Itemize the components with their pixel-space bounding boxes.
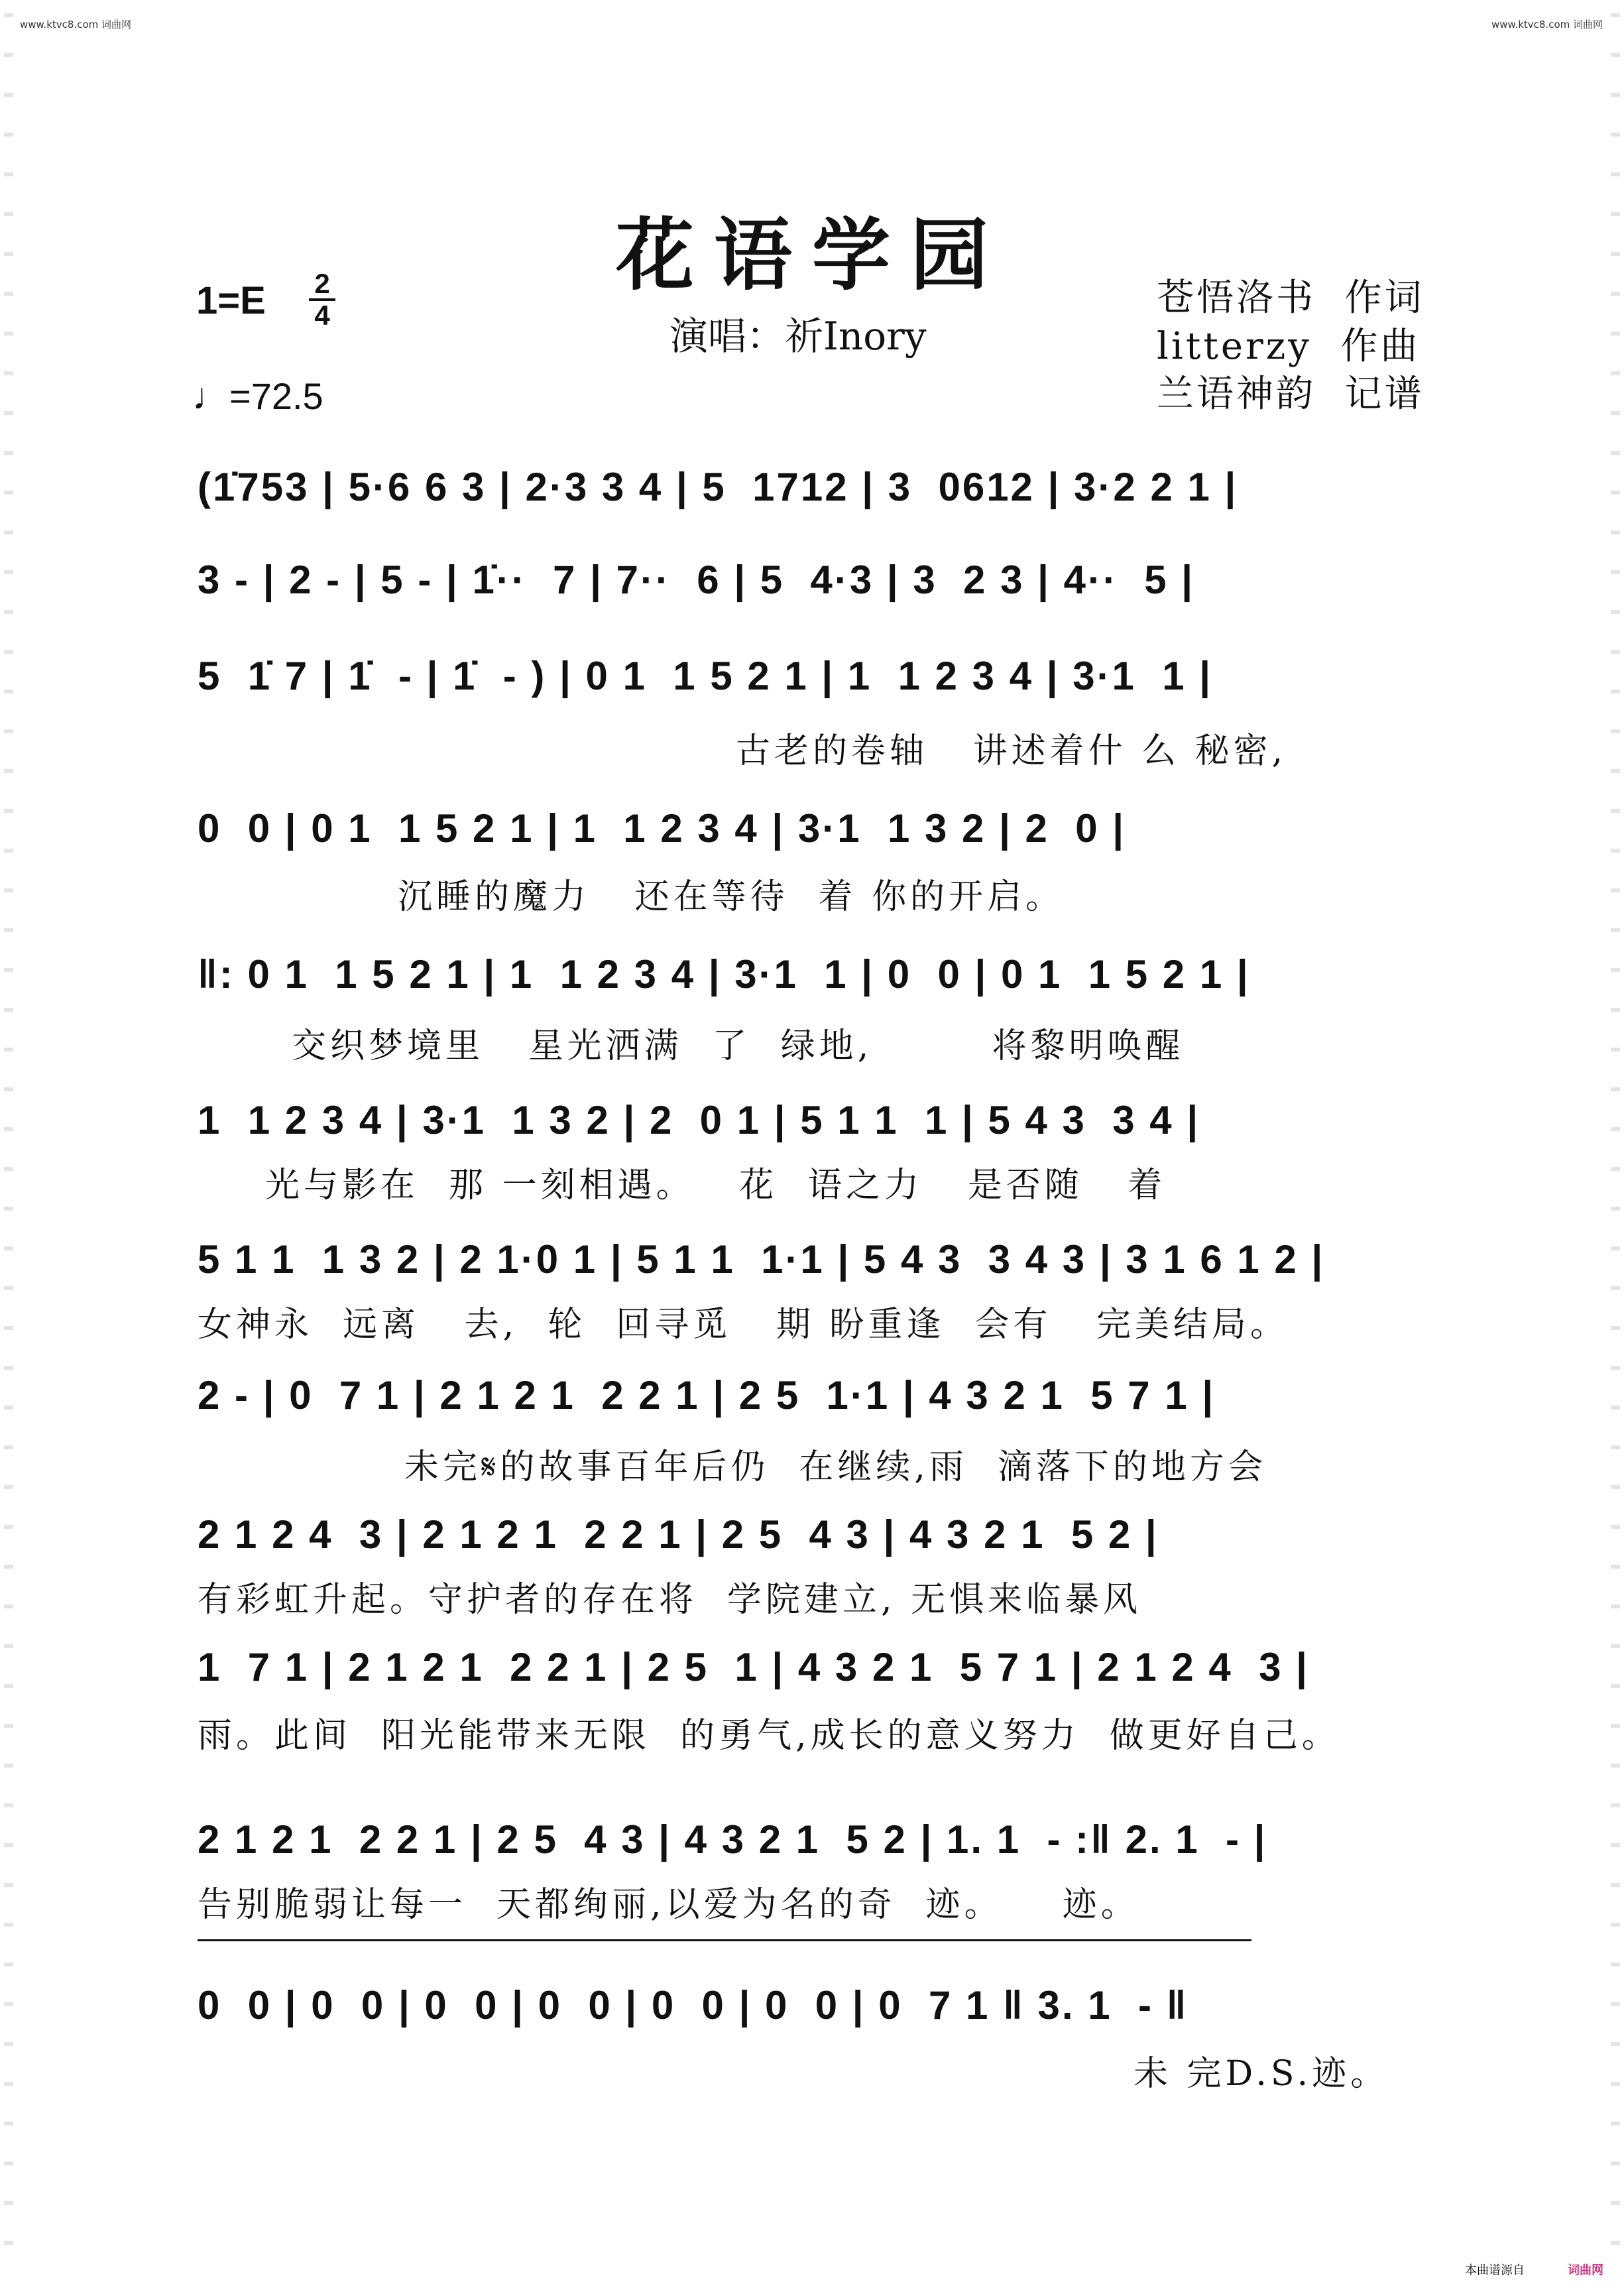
score-line: 0 0 | 0 0 | 0 0 | 0 0 | 0 0 | 0 0 | 0 7 1 ‖ 3. 1 - ‖ [198, 1983, 1189, 2027]
time-signature-top: 2 [314, 268, 330, 299]
lyric-line: 告别脆弱让每一 天都绚丽,以爱为名的奇 迹。 迹。 [198, 1885, 1139, 1925]
footer-site-logo: 词曲网 [1568, 2264, 1603, 2277]
score-line: 1 7 1 | 2 1 2 1 2 2 1 | 2 5 1 | 4 3 2 1 5 7 1 | 2 1 2 4 3 | [198, 1645, 1309, 1689]
score-line: 3 - | 2 - | 5 - | 1̇·· 7 | 7·· 6 | 5 4·3 | 3 2 3 | 4·· 5 | [198, 558, 1195, 602]
score-line: 1 1 2 3 4 | 3·1 1 3 2 | 2 0 1 | 5 1 1 1 | 5 4 3 3 4 | [198, 1098, 1200, 1142]
score-line: 2 1 2 1 2 2 1 | 2 5 4 3 | 4 3 2 1 5 2 | 1. 1 - :‖ 2. 1 - | [198, 1817, 1267, 1862]
footer-source-note: 本曲谱源自 [1465, 2264, 1525, 2277]
score-line: 5 1̇ 7 | 1̇ - | 1̇ - ) | 0 1 1 5 2 1 | 1 1 2 3 4 | 3·1 1 | [198, 654, 1213, 698]
time-signature [309, 268, 335, 331]
lyric-line: 有彩虹升起。守护者的存在将 学院建立, 无惧来临暴风 [198, 1580, 1142, 1620]
composer-credit: litterzy 作曲 [1157, 325, 1421, 368]
score-line: 0 0 | 0 1 1 5 2 1 | 1 1 2 3 4 | 3·1 1 3 2 | 2 0 | [198, 806, 1126, 851]
lyric-line: 未 完D.S.迹。 [1133, 2054, 1389, 2094]
singer-credit: 演唱：祈Inory [669, 314, 927, 359]
score-line: 2 - | 0 7 1 | 2 1 2 1 2 2 1 | 2 5 1·1 | 4 3 2 1 5 7 1 | [198, 1373, 1216, 1418]
right-watermark-strip [1611, 13, 1620, 2267]
lyric-line: 女神永 远离 去, 轮 回寻觅 期 盼重逢 会有 完美结局。 [198, 1305, 1289, 1345]
system-bracket-line [198, 1939, 1251, 1941]
lyric-line: 未完𝄋的故事百年后仍 在继续,雨 滴落下的地方会 [404, 1447, 1267, 1487]
score-line: (1̇753 | 5·6 6 3 | 2·3 3 4 | 5 1712 | 3 0612 | 3·2 2 1 | [198, 465, 1238, 509]
score-line: 2 1 2 4 3 | 2 1 2 1 2 2 1 | 2 5 4 3 | 4 3 2 1 5 2 | [198, 1512, 1159, 1557]
tempo-marking: ♩=72.5 [192, 375, 323, 417]
song-title: 花语学园 [615, 209, 1008, 301]
left-watermark-strip [4, 13, 13, 2267]
site-header-right: www.ktvc8.com 词曲网 [1491, 19, 1603, 30]
score-line: ‖: 0 1 1 5 2 1 | 1 1 2 3 4 | 3·1 1 | 0 0 | 0 1 1 5 2 1 | [198, 952, 1250, 996]
lyric-line: 沉睡的魔力 还在等待 着 你的开启。 [398, 877, 1065, 917]
key-signature: 1=E [196, 279, 266, 322]
site-header-left: www.ktvc8.com 词曲网 [20, 19, 132, 30]
time-signature-bottom: 4 [314, 300, 330, 331]
lyric-line: 古老的卷轴 讲述着什 么 秘密, [736, 731, 1287, 771]
lyric-line: 交织梦境里 星光洒满 了 绿地, 将黎明唤醒 [292, 1026, 1185, 1066]
score-line: 5 1 1 1 3 2 | 2 1·0 1 | 5 1 1 1·1 | 5 4 3 3 4 3 | 3 1 6 1 2 | [198, 1237, 1325, 1282]
lyricist-credit: 苍悟洛书 作词 [1157, 276, 1424, 320]
transcriber-credit: 兰语神韵 记谱 [1157, 373, 1424, 416]
lyric-line: 光与影在 那 一刻相遇。 花 语之力 是否随 着 [265, 1166, 1167, 1205]
lyric-line: 雨。此间 阳光能带来无限 的勇气,成长的意义努力 做更好自己。 [198, 1716, 1340, 1756]
